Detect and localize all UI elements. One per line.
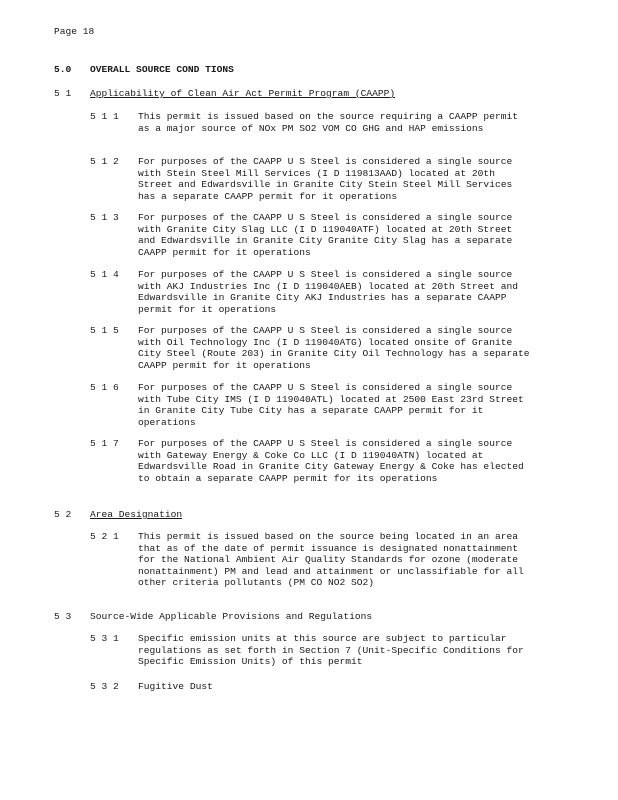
paragraph: [90, 156, 530, 202]
paragraph-text: This permit is issued based on the source being located in an area that as of the date of permit issuance is designated nonattainment for the National Ambient Air Quality Standards for ozone (moderate nonattainment) PM and lead and attainment or unclassifiable for all other criteria pollutants (PM CO NO2 SO2): [138, 531, 524, 589]
page-number: Page 18: [54, 26, 95, 37]
paragraph: [90, 325, 530, 371]
paragraph-number: 5 1 7: [90, 438, 119, 449]
paragraph-text: For purposes of the CAAPP U S Steel is considered a single source with Oil Technology Inc (I D 119040ATG) located onsite of Granite City Steel (Route 203) in Granite City Oil Technology has a separate CAAPP permit for it operations: [138, 325, 530, 371]
paragraph-text: Fugitive Dust: [138, 681, 213, 692]
section-heading: [54, 64, 234, 76]
paragraph-number: 5 1 1: [90, 111, 119, 122]
subsection-title: Area Designation: [90, 509, 183, 520]
subsection-title: Source-Wide Applicable Provisions and Regulations: [90, 611, 373, 622]
subsection-number: 5 2: [54, 509, 72, 520]
paragraph-number: 5 2 1: [90, 531, 119, 542]
paragraph: [90, 438, 530, 484]
paragraph-text: Specific emission units at this source are subject to particular regulations as set forth in Section 7 (Unit-Specific Conditions for Specific Emission Units) of this permit: [138, 633, 524, 668]
section-number: 5.0: [54, 64, 72, 75]
paragraph-number: 5 1 4: [90, 269, 119, 280]
paragraph-text: For purposes of the CAAPP U S Steel is considered a single source with Gateway Energy & Coke Co LLC (I D 119040ATN) located at Edwardsville Road in Granite City Gateway Energy & Coke has elected to obtain a separate CAAPP permit for its operations: [138, 438, 524, 484]
paragraph-number: 5 1 2: [90, 156, 119, 167]
paragraph-text: For purposes of the CAAPP U S Steel is considered a single source with Stein Steel Mill Services (I D 119813AAD) located at 20th Street and Edwardsville in Granite City Stein Steel Mill Services has a separate CAAPP permit for it operations: [138, 156, 513, 202]
paragraph-number: 5 3 1: [90, 633, 119, 644]
paragraph-text: For purposes of the CAAPP U S Steel is considered a single source with Granite City Slag LLC (I D 119040ATF) located at 20th Street and Edwardsville in Granite City Granite City Slag has a separate CAAPP permit for it operations: [138, 212, 513, 258]
paragraph-number: 5 3 2: [90, 681, 119, 692]
paragraph: [90, 111, 530, 134]
subsection-title: Applicability of Clean Air Act Permit Program (CAAPP): [90, 88, 396, 99]
subsection-heading: [54, 88, 395, 100]
paragraph: [90, 382, 530, 428]
subsection-number: 5 1: [54, 88, 72, 99]
paragraph: [90, 269, 530, 315]
paragraph-text: For purposes of the CAAPP U S Steel is considered a single source with AKJ Industries Inc (I D 119040AEB) located at 20th Street and Edwardsville in Granite City AKJ Industries has a separate CAAPP permit for it operations: [138, 269, 518, 315]
paragraph: [90, 531, 530, 589]
paragraph: [90, 212, 530, 258]
paragraph-text: For purposes of the CAAPP U S Steel is considered a single source with Tube City IMS (I D 119040ATL) located at 2500 East 23rd Street in Granite City Tube City has a separate CAAPP permit for it operations: [138, 382, 524, 428]
paragraph-number: 5 1 3: [90, 212, 119, 223]
section-title: OVERALL SOURCE COND TIONS: [90, 64, 234, 75]
subsection-heading: [54, 509, 182, 521]
paragraph-number: 5 1 6: [90, 382, 119, 393]
paragraph-number: 5 1 5: [90, 325, 119, 336]
subsection-number: 5 3: [54, 611, 72, 622]
paragraph: [90, 633, 530, 668]
paragraph: [90, 681, 530, 693]
paragraph-text: This permit is issued based on the source requiring a CAAPP permit as a major source of NOx PM SO2 VOM CO GHG and HAP emissions: [138, 111, 518, 134]
subsection-heading: [54, 611, 372, 623]
